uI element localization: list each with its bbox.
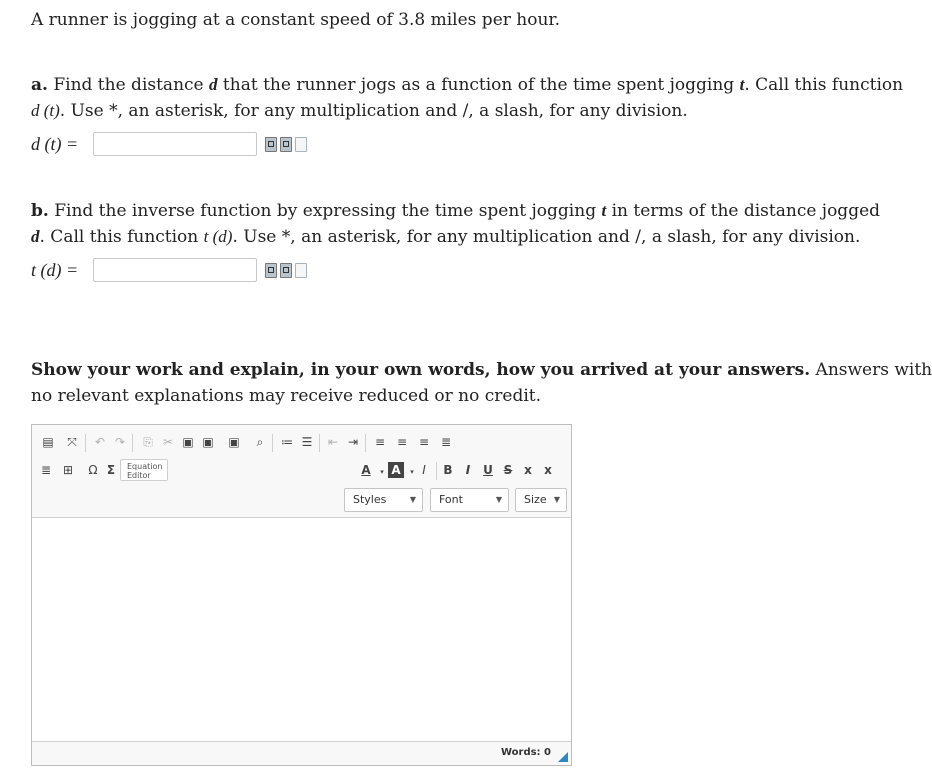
equation-label-2: Editor: [127, 471, 151, 480]
omega-icon[interactable]: Ω: [88, 463, 98, 477]
toolbar-separator: [132, 434, 133, 452]
styles-dropdown[interactable]: [344, 488, 423, 512]
copy-icon[interactable]: ⎘: [143, 435, 153, 449]
var-d: d: [31, 227, 40, 246]
equation-edit-icon[interactable]: [280, 263, 292, 278]
part-a-answer-input[interactable]: [93, 132, 257, 156]
part-a-line2: [31, 98, 688, 124]
var-t: t: [601, 201, 607, 220]
sigma-icon[interactable]: Σ: [106, 463, 116, 477]
part-b-instructions: . Use *, an asterisk, for any multiplication and /, a slash, for any division.: [232, 227, 861, 247]
work-prompt-rest: Answers with: [815, 360, 932, 380]
outdent-icon[interactable]: ⇤: [327, 435, 339, 449]
subscript-button[interactable]: x: [524, 463, 532, 477]
equation-preview-icon[interactable]: [265, 263, 277, 278]
maximize-icon[interactable]: ⤧: [67, 435, 77, 449]
strikethrough-button[interactable]: S: [503, 463, 513, 477]
table-icon[interactable]: ⊞: [62, 463, 74, 477]
paste-text-icon[interactable]: ▣: [202, 435, 214, 449]
part-a-label: a.: [31, 75, 48, 95]
part-a-answer-row: [31, 132, 307, 156]
part-b-label: b.: [31, 201, 49, 221]
part-a-instructions: . Use *, an asterisk, for any multiplication and /, a slash, for any division.: [59, 101, 688, 121]
toolbar-separator: [272, 434, 273, 452]
bold-button[interactable]: B: [443, 463, 453, 477]
part-a-text-mid: that the runner jogs as a function of the time spent jogging: [222, 75, 735, 95]
align-right-icon[interactable]: ≡: [418, 435, 430, 449]
horizontal-line-icon[interactable]: ≣: [40, 463, 52, 477]
chevron-down-icon: ▼: [409, 495, 416, 504]
superscript-button[interactable]: x: [544, 463, 552, 477]
source-icon[interactable]: ▤: [42, 435, 54, 449]
font-dropdown[interactable]: [430, 488, 509, 512]
chevron-down-icon[interactable]: ▾: [410, 468, 414, 476]
font-label: Font: [439, 493, 463, 506]
remove-format-icon[interactable]: I: [422, 463, 426, 477]
toolbar-separator: [319, 434, 320, 452]
var-t: t: [739, 75, 745, 94]
styles-label: Styles: [353, 493, 387, 506]
part-b-answer-input[interactable]: [93, 258, 257, 282]
chevron-down-icon[interactable]: ▾: [380, 468, 384, 476]
part-b-text-post: in terms of the distance jogged: [611, 201, 881, 221]
italic-button[interactable]: I: [465, 463, 471, 477]
part-a-math-tools: [265, 137, 307, 152]
editor-status-bar: [32, 741, 571, 765]
part-b-answer-row: [31, 258, 307, 282]
equation-label-1: Equation: [127, 462, 163, 471]
work-prompt-bold: Show your work and explain, in your own words, how you arrived at your answers.: [31, 360, 811, 380]
part-a-lhs: d (t) =: [31, 133, 79, 154]
toolbar-separator: [365, 434, 366, 452]
word-count: Words: 0: [500, 747, 551, 758]
part-a-line1: [31, 72, 903, 98]
rich-text-editor: [31, 424, 572, 766]
work-prompt-line1: [31, 357, 932, 383]
find-icon[interactable]: ⌕: [256, 435, 264, 449]
chevron-down-icon: ▼: [553, 495, 560, 504]
redo-icon[interactable]: ↷: [114, 435, 126, 449]
func-t-of-d: t (d): [203, 227, 233, 246]
chevron-down-icon: ▼: [495, 495, 502, 504]
underline-button[interactable]: U: [483, 463, 493, 477]
part-b-line2: [31, 224, 860, 250]
part-b-lhs: t (d) =: [31, 259, 79, 280]
undo-icon[interactable]: ↶: [94, 435, 106, 449]
resize-handle[interactable]: [558, 752, 568, 762]
part-a-text: Find the distance: [53, 75, 204, 95]
align-left-icon[interactable]: ≡: [374, 435, 386, 449]
part-b-math-tools: [265, 263, 307, 278]
intro-text: A runner is jogging at a constant speed of 3.8 miles per hour.: [31, 10, 561, 30]
paste-icon[interactable]: ▣: [182, 435, 194, 449]
bulleted-list-icon[interactable]: ☰: [301, 435, 313, 449]
part-b-text: Find the inverse function by expressing the time spent jogging: [54, 201, 597, 221]
func-d-of-t: d (t): [31, 101, 60, 120]
equation-edit-icon[interactable]: [280, 137, 292, 152]
size-label: Size: [524, 493, 547, 506]
align-center-icon[interactable]: ≡: [396, 435, 408, 449]
equation-editor-button[interactable]: [120, 459, 168, 481]
work-prompt-line2: no relevant explanations may receive reduced or no credit.: [31, 386, 541, 406]
part-a-text-post: . Call this function: [744, 75, 904, 95]
size-dropdown[interactable]: [515, 488, 567, 512]
document-icon[interactable]: [295, 137, 307, 152]
numbered-list-icon[interactable]: ≔: [281, 435, 293, 449]
cut-icon[interactable]: ✂: [162, 435, 174, 449]
editor-content-area[interactable]: [32, 517, 571, 743]
align-justify-icon[interactable]: ≣: [440, 435, 452, 449]
document-icon[interactable]: [295, 263, 307, 278]
part-b-line1: [31, 198, 880, 224]
var-d: d: [209, 75, 218, 94]
toolbar-separator: [436, 462, 437, 480]
text-color-icon[interactable]: A: [361, 463, 371, 477]
part-b-text-pre: . Call this function: [39, 227, 199, 247]
indent-icon[interactable]: ⇥: [347, 435, 359, 449]
toolbar-separator: [85, 434, 86, 452]
bg-color-icon[interactable]: A: [388, 462, 404, 478]
equation-preview-icon[interactable]: [265, 137, 277, 152]
paste-word-icon[interactable]: ▣: [228, 435, 240, 449]
